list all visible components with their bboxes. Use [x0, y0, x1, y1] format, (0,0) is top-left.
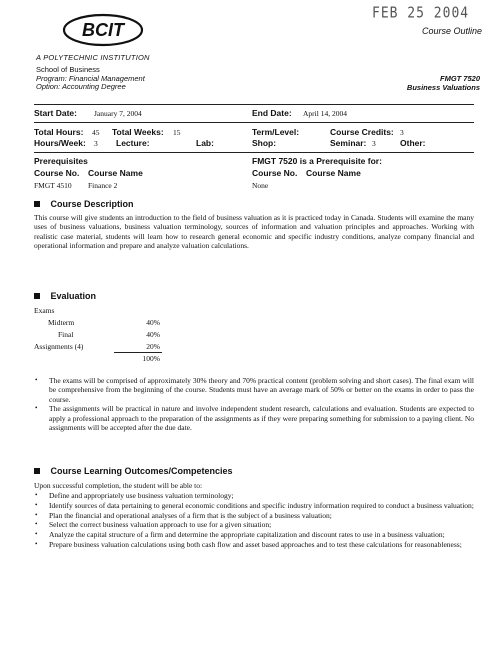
evaluation-title: Evaluation	[50, 291, 97, 301]
eval-midterm-label: Midterm	[48, 318, 75, 327]
prereq-for-col-course-name: Course Name	[306, 168, 361, 178]
outcomes-title: Course Learning Outcomes/Competencies	[50, 466, 233, 476]
hours-week-label: Hours/Week:	[34, 138, 86, 148]
evaluation-notes	[34, 376, 474, 433]
outcomes-intro: Upon successful completion, the student will be able to:	[34, 481, 203, 490]
lab-label: Lab:	[196, 138, 214, 148]
course-title: Business Valuations	[406, 83, 480, 92]
school-info	[36, 66, 145, 92]
divider	[34, 122, 474, 123]
received-stamp: FEB 25 2004	[372, 4, 470, 23]
end-date-value: April 14, 2004	[303, 109, 347, 118]
eval-final-label: Final	[58, 330, 74, 339]
prereq-for-col-course-no: Course No.	[252, 168, 298, 178]
logo-text: BCIT	[82, 20, 124, 40]
course-credits-value: 3	[400, 128, 404, 137]
list-item: • Identify sources of data pertaining to general economic conditions and specific industry information required to conduct a business valuation;	[34, 501, 474, 510]
total-hours-label: Total Hours:	[34, 127, 84, 137]
prereq-col-course-name: Course Name	[88, 168, 143, 178]
section-bullet-icon	[34, 468, 40, 474]
list-item: • Analyze the capital structure of a firm and determine the appropriate capitalization and discount rates to use in a business valuation;	[34, 530, 474, 539]
divider	[34, 152, 474, 153]
outcomes-heading	[34, 466, 233, 476]
institution-tagline: A POLYTECHNIC INSTITUTION	[36, 53, 150, 62]
prereq-col-course-no: Course No.	[34, 168, 80, 178]
bcit-logo	[62, 12, 144, 48]
outcomes-list	[34, 491, 474, 550]
section-bullet-icon	[34, 201, 40, 207]
course-description-heading	[34, 199, 134, 209]
course-code: FMGT 7520	[439, 74, 480, 83]
start-date-value: January 7, 2004	[94, 109, 142, 118]
eval-total-value: 100%	[142, 354, 160, 363]
total-hours-value: 45	[92, 128, 100, 137]
eval-assignments-value: 20%	[146, 342, 160, 351]
evaluation-group: Exams	[34, 306, 55, 315]
lecture-label: Lecture:	[116, 138, 150, 148]
shop-label: Shop:	[252, 138, 277, 148]
course-heading	[407, 74, 480, 92]
start-date-label: Start Date:	[34, 108, 77, 118]
seminar-label: Seminar:	[330, 138, 367, 148]
doc-type: Course Outline	[421, 26, 482, 36]
course-description-text: This course will give students an introduction to the field of business valuation as it is practiced today in Canada. Students will examine the many uses of business valuations, business valuation terminology, sources of information and valuation principles and approaches. Working with realistic case material, students will learn how to research general economic and specific industry conditions, analyze company financial and operational information and prepare and analyze valuation calculations.	[34, 213, 474, 250]
total-rule	[114, 352, 162, 353]
course-credits-label: Course Credits:	[330, 127, 394, 137]
option-name: Option: Accounting Degree	[36, 82, 126, 92]
evaluation-heading	[34, 291, 96, 301]
program-name: Program: Financial Management	[36, 73, 145, 83]
term-level-label: Term/Level:	[252, 127, 300, 137]
seminar-value: 3	[372, 139, 376, 148]
prereq-course-no: FMGT 4510	[34, 181, 72, 190]
other-label: Other:	[400, 138, 426, 148]
list-item: • Define and appropriately use business valuation terminology;	[34, 491, 474, 500]
prereq-for-none: None	[252, 181, 269, 190]
list-item: • Select the correct business valuation approach to use for a given situation;	[34, 520, 474, 529]
hours-week-value: 3	[94, 139, 98, 148]
prereq-course-name: Finance 2	[88, 181, 118, 190]
end-date-label: End Date:	[252, 108, 292, 118]
section-bullet-icon	[34, 293, 40, 299]
divider	[34, 104, 474, 105]
school-name: School of Business	[36, 65, 100, 74]
prereq-for-title: FMGT 7520 is a Prerequisite for:	[252, 156, 382, 166]
eval-assignments-label: Assignments (4)	[34, 342, 84, 351]
list-item: • Plan the financial and operational analyses of a firm that is the subject of a business valuation;	[34, 511, 474, 520]
list-item: • Prepare business valuation calculations using both cash flow and asset based approaches and to test these calculations for reasonableness;	[34, 540, 474, 549]
course-description-title: Course Description	[50, 199, 134, 209]
list-item: • The exams will be comprised of approximately 30% theory and 70% practical content (problem solving and short cases). The final exam will be comprehensive from the beginning of the course. Students must have an average mark of 50% or better on the exams in order to pass the course.	[34, 376, 474, 404]
total-weeks-value: 15	[173, 128, 181, 137]
eval-midterm-value: 40%	[146, 318, 160, 327]
total-weeks-label: Total Weeks:	[112, 127, 164, 137]
prerequisites-title: Prerequisites	[34, 156, 88, 166]
list-item: • The assignments will be practical in nature and involve independent student research, calculations and evaluation. Students are expected to apply a professional approach to the preparation of the assignments as if they were preparing something for submission to a paying client. No assignments will be accepted after the due date.	[34, 404, 474, 432]
eval-final-value: 40%	[146, 330, 160, 339]
